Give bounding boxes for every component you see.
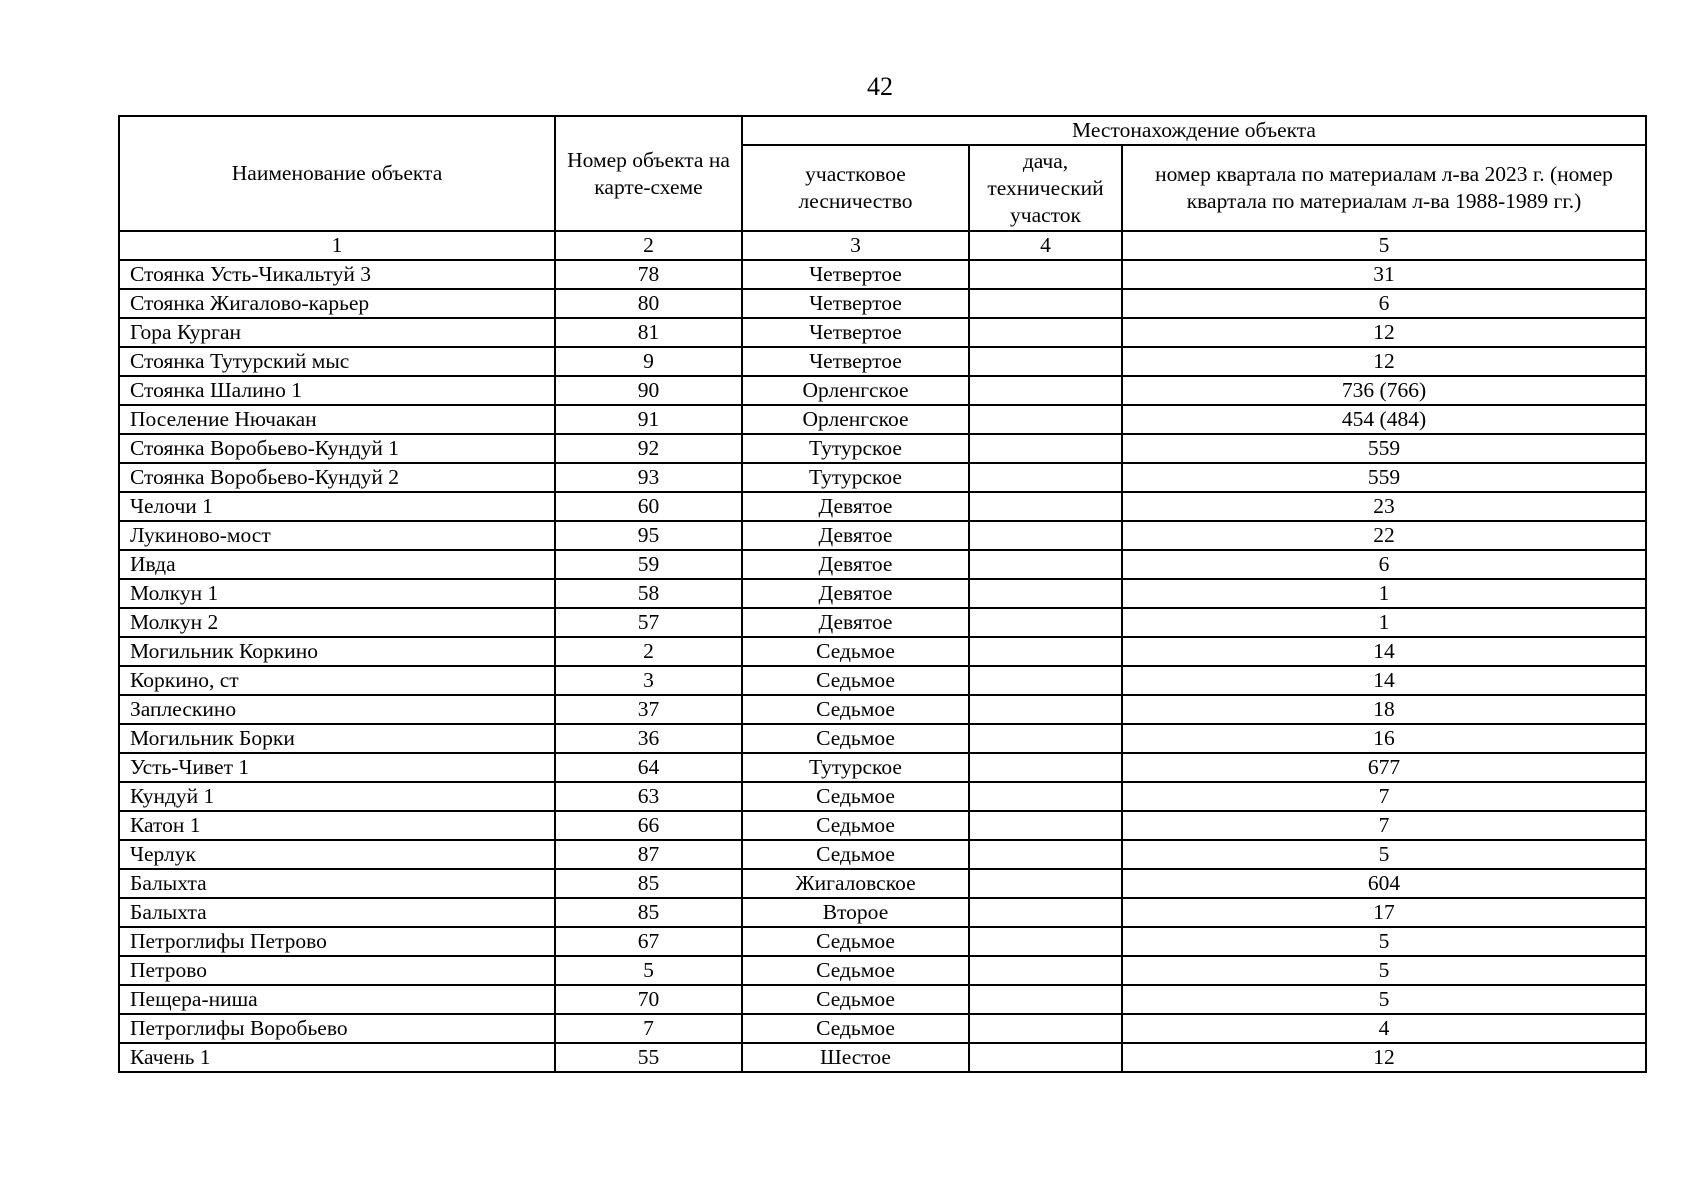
dacha-cell xyxy=(969,579,1122,608)
dacha-cell xyxy=(969,260,1122,289)
dacha-cell xyxy=(969,637,1122,666)
table-row xyxy=(119,637,1646,666)
table-body xyxy=(119,260,1646,1072)
forestry-cell: Седьмое xyxy=(742,724,969,753)
forestry-cell: Седьмое xyxy=(742,840,969,869)
column-number: 2 xyxy=(555,231,742,260)
object-name-cell: Стоянка Тутурский мыс xyxy=(119,347,555,376)
table-header xyxy=(119,116,1646,260)
table-row xyxy=(119,985,1646,1014)
dacha-cell xyxy=(969,434,1122,463)
quarter-cell: 559 xyxy=(1122,463,1646,492)
object-number-cell: 7 xyxy=(555,1014,742,1043)
table-row xyxy=(119,608,1646,637)
quarter-cell: 12 xyxy=(1122,1043,1646,1072)
forestry-cell: Четвертое xyxy=(742,260,969,289)
object-number-cell: 57 xyxy=(555,608,742,637)
quarter-cell: 604 xyxy=(1122,869,1646,898)
object-number-cell: 63 xyxy=(555,782,742,811)
object-number-cell: 55 xyxy=(555,1043,742,1072)
table-row xyxy=(119,318,1646,347)
object-number-cell: 91 xyxy=(555,405,742,434)
object-number-cell: 81 xyxy=(555,318,742,347)
table-row xyxy=(119,1043,1646,1072)
object-name-cell: Стоянка Воробьево-Кундуй 1 xyxy=(119,434,555,463)
header-quarter: номер квартала по материалам л-ва 2023 г. (номер квартала по материалам л-ва 1988-1989 гг.) xyxy=(1122,145,1646,231)
forestry-cell: Седьмое xyxy=(742,927,969,956)
dacha-cell xyxy=(969,869,1122,898)
table-row xyxy=(119,260,1646,289)
dacha-cell xyxy=(969,753,1122,782)
forestry-cell: Седьмое xyxy=(742,637,969,666)
forestry-cell: Седьмое xyxy=(742,695,969,724)
quarter-cell: 1 xyxy=(1122,579,1646,608)
forestry-cell: Седьмое xyxy=(742,666,969,695)
object-number-cell: 36 xyxy=(555,724,742,753)
forestry-cell: Орленгское xyxy=(742,376,969,405)
object-name-cell: Ивда xyxy=(119,550,555,579)
quarter-cell: 12 xyxy=(1122,318,1646,347)
table-row xyxy=(119,724,1646,753)
column-number: 5 xyxy=(1122,231,1646,260)
object-name-cell: Петроглифы Петрово xyxy=(119,927,555,956)
forestry-cell: Тутурское xyxy=(742,434,969,463)
object-number-cell: 37 xyxy=(555,695,742,724)
object-name-cell: Качень 1 xyxy=(119,1043,555,1072)
forestry-cell: Седьмое xyxy=(742,985,969,1014)
quarter-cell: 559 xyxy=(1122,434,1646,463)
object-name-cell: Усть-Чивет 1 xyxy=(119,753,555,782)
quarter-cell: 736 (766) xyxy=(1122,376,1646,405)
dacha-cell xyxy=(969,666,1122,695)
dacha-cell xyxy=(969,840,1122,869)
dacha-cell xyxy=(969,782,1122,811)
object-number-cell: 85 xyxy=(555,898,742,927)
forestry-cell: Четвертое xyxy=(742,347,969,376)
table-row xyxy=(119,811,1646,840)
object-name-cell: Пещера-ниша xyxy=(119,985,555,1014)
table-row xyxy=(119,753,1646,782)
column-number: 1 xyxy=(119,231,555,260)
quarter-cell: 5 xyxy=(1122,927,1646,956)
dacha-cell xyxy=(969,956,1122,985)
forestry-cell: Тутурское xyxy=(742,753,969,782)
quarter-cell: 5 xyxy=(1122,985,1646,1014)
page-number: 42 xyxy=(867,72,893,101)
header-forestry: участковое лесничество xyxy=(742,145,969,231)
object-name-cell: Поселение Нючакан xyxy=(119,405,555,434)
dacha-cell xyxy=(969,898,1122,927)
object-number-cell: 2 xyxy=(555,637,742,666)
forestry-cell: Седьмое xyxy=(742,811,969,840)
object-name-cell: Гора Курган xyxy=(119,318,555,347)
object-number-cell: 92 xyxy=(555,434,742,463)
quarter-cell: 5 xyxy=(1122,840,1646,869)
quarter-cell: 6 xyxy=(1122,550,1646,579)
object-name-cell: Заплескино xyxy=(119,695,555,724)
forestry-cell: Седьмое xyxy=(742,956,969,985)
table-row xyxy=(119,840,1646,869)
table-row xyxy=(119,898,1646,927)
object-name-cell: Стоянка Жигалово-карьер xyxy=(119,289,555,318)
table-row xyxy=(119,782,1646,811)
dacha-cell xyxy=(969,376,1122,405)
dacha-cell xyxy=(969,492,1122,521)
column-number: 4 xyxy=(969,231,1122,260)
table-row xyxy=(119,666,1646,695)
dacha-cell xyxy=(969,521,1122,550)
dacha-cell xyxy=(969,927,1122,956)
quarter-cell: 18 xyxy=(1122,695,1646,724)
quarter-cell: 5 xyxy=(1122,956,1646,985)
forestry-cell: Четвертое xyxy=(742,318,969,347)
dacha-cell xyxy=(969,289,1122,318)
object-number-cell: 80 xyxy=(555,289,742,318)
object-name-cell: Петроглифы Воробьево xyxy=(119,1014,555,1043)
forestry-cell: Девятое xyxy=(742,550,969,579)
dacha-cell xyxy=(969,811,1122,840)
quarter-cell: 31 xyxy=(1122,260,1646,289)
header-number: Номер объекта на карте-схеме xyxy=(555,116,742,231)
forestry-cell: Седьмое xyxy=(742,1014,969,1043)
object-name-cell: Катон 1 xyxy=(119,811,555,840)
quarter-cell: 454 (484) xyxy=(1122,405,1646,434)
table-row xyxy=(119,695,1646,724)
object-name-cell: Стоянка Усть-Чикальтуй 3 xyxy=(119,260,555,289)
object-name-cell: Лукиново-мост xyxy=(119,521,555,550)
table-row xyxy=(119,579,1646,608)
object-name-cell: Черлук xyxy=(119,840,555,869)
header-dacha: дача, технический участок xyxy=(969,145,1122,231)
header-name: Наименование объекта xyxy=(119,116,555,231)
quarter-cell: 1 xyxy=(1122,608,1646,637)
dacha-cell xyxy=(969,608,1122,637)
quarter-cell: 23 xyxy=(1122,492,1646,521)
object-name-cell: Стоянка Шалино 1 xyxy=(119,376,555,405)
quarter-cell: 14 xyxy=(1122,637,1646,666)
object-name-cell: Петрово xyxy=(119,956,555,985)
object-number-cell: 93 xyxy=(555,463,742,492)
table-row xyxy=(119,869,1646,898)
object-number-cell: 87 xyxy=(555,840,742,869)
dacha-cell xyxy=(969,985,1122,1014)
quarter-cell: 7 xyxy=(1122,811,1646,840)
table-row xyxy=(119,463,1646,492)
table-row xyxy=(119,956,1646,985)
table-row xyxy=(119,550,1646,579)
table-row xyxy=(119,1014,1646,1043)
object-number-cell: 67 xyxy=(555,927,742,956)
object-name-cell: Могильник Борки xyxy=(119,724,555,753)
dacha-cell xyxy=(969,463,1122,492)
object-name-cell: Балыхта xyxy=(119,869,555,898)
object-number-cell: 58 xyxy=(555,579,742,608)
object-number-cell: 3 xyxy=(555,666,742,695)
forestry-cell: Девятое xyxy=(742,608,969,637)
object-number-cell: 64 xyxy=(555,753,742,782)
object-name-cell: Челочи 1 xyxy=(119,492,555,521)
quarter-cell: 12 xyxy=(1122,347,1646,376)
object-name-cell: Коркино, ст xyxy=(119,666,555,695)
quarter-cell: 6 xyxy=(1122,289,1646,318)
object-name-cell: Стоянка Воробьево-Кундуй 2 xyxy=(119,463,555,492)
object-number-cell: 90 xyxy=(555,376,742,405)
quarter-cell: 22 xyxy=(1122,521,1646,550)
table-row xyxy=(119,289,1646,318)
dacha-cell xyxy=(969,550,1122,579)
table-row xyxy=(119,405,1646,434)
dacha-cell xyxy=(969,1014,1122,1043)
table-row xyxy=(119,347,1646,376)
forestry-cell: Шестое xyxy=(742,1043,969,1072)
object-number-cell: 5 xyxy=(555,956,742,985)
forestry-cell: Четвертое xyxy=(742,289,969,318)
object-name-cell: Молкун 2 xyxy=(119,608,555,637)
object-number-cell: 85 xyxy=(555,869,742,898)
quarter-cell: 14 xyxy=(1122,666,1646,695)
object-number-cell: 95 xyxy=(555,521,742,550)
quarter-cell: 7 xyxy=(1122,782,1646,811)
objects-table xyxy=(118,115,1647,1073)
quarter-cell: 677 xyxy=(1122,753,1646,782)
forestry-cell: Девятое xyxy=(742,492,969,521)
table-row xyxy=(119,492,1646,521)
column-numbers-row xyxy=(119,231,1646,260)
object-name-cell: Молкун 1 xyxy=(119,579,555,608)
dacha-cell xyxy=(969,318,1122,347)
table-row xyxy=(119,434,1646,463)
object-number-cell: 9 xyxy=(555,347,742,376)
object-name-cell: Балыхта xyxy=(119,898,555,927)
dacha-cell xyxy=(969,724,1122,753)
forestry-cell: Жигаловское xyxy=(742,869,969,898)
table-row xyxy=(119,376,1646,405)
quarter-cell: 4 xyxy=(1122,1014,1646,1043)
table-row xyxy=(119,927,1646,956)
object-name-cell: Могильник Коркино xyxy=(119,637,555,666)
header-location-group: Местонахождение объекта xyxy=(742,116,1646,145)
forestry-cell: Второе xyxy=(742,898,969,927)
object-number-cell: 60 xyxy=(555,492,742,521)
column-number: 3 xyxy=(742,231,969,260)
object-number-cell: 66 xyxy=(555,811,742,840)
dacha-cell xyxy=(969,347,1122,376)
object-number-cell: 78 xyxy=(555,260,742,289)
object-number-cell: 70 xyxy=(555,985,742,1014)
table-row xyxy=(119,521,1646,550)
quarter-cell: 16 xyxy=(1122,724,1646,753)
forestry-cell: Седьмое xyxy=(742,782,969,811)
forestry-cell: Девятое xyxy=(742,579,969,608)
forestry-cell: Орленгское xyxy=(742,405,969,434)
forestry-cell: Девятое xyxy=(742,521,969,550)
object-name-cell: Кундуй 1 xyxy=(119,782,555,811)
object-number-cell: 59 xyxy=(555,550,742,579)
quarter-cell: 17 xyxy=(1122,898,1646,927)
dacha-cell xyxy=(969,405,1122,434)
dacha-cell xyxy=(969,1043,1122,1072)
forestry-cell: Тутурское xyxy=(742,463,969,492)
dacha-cell xyxy=(969,695,1122,724)
